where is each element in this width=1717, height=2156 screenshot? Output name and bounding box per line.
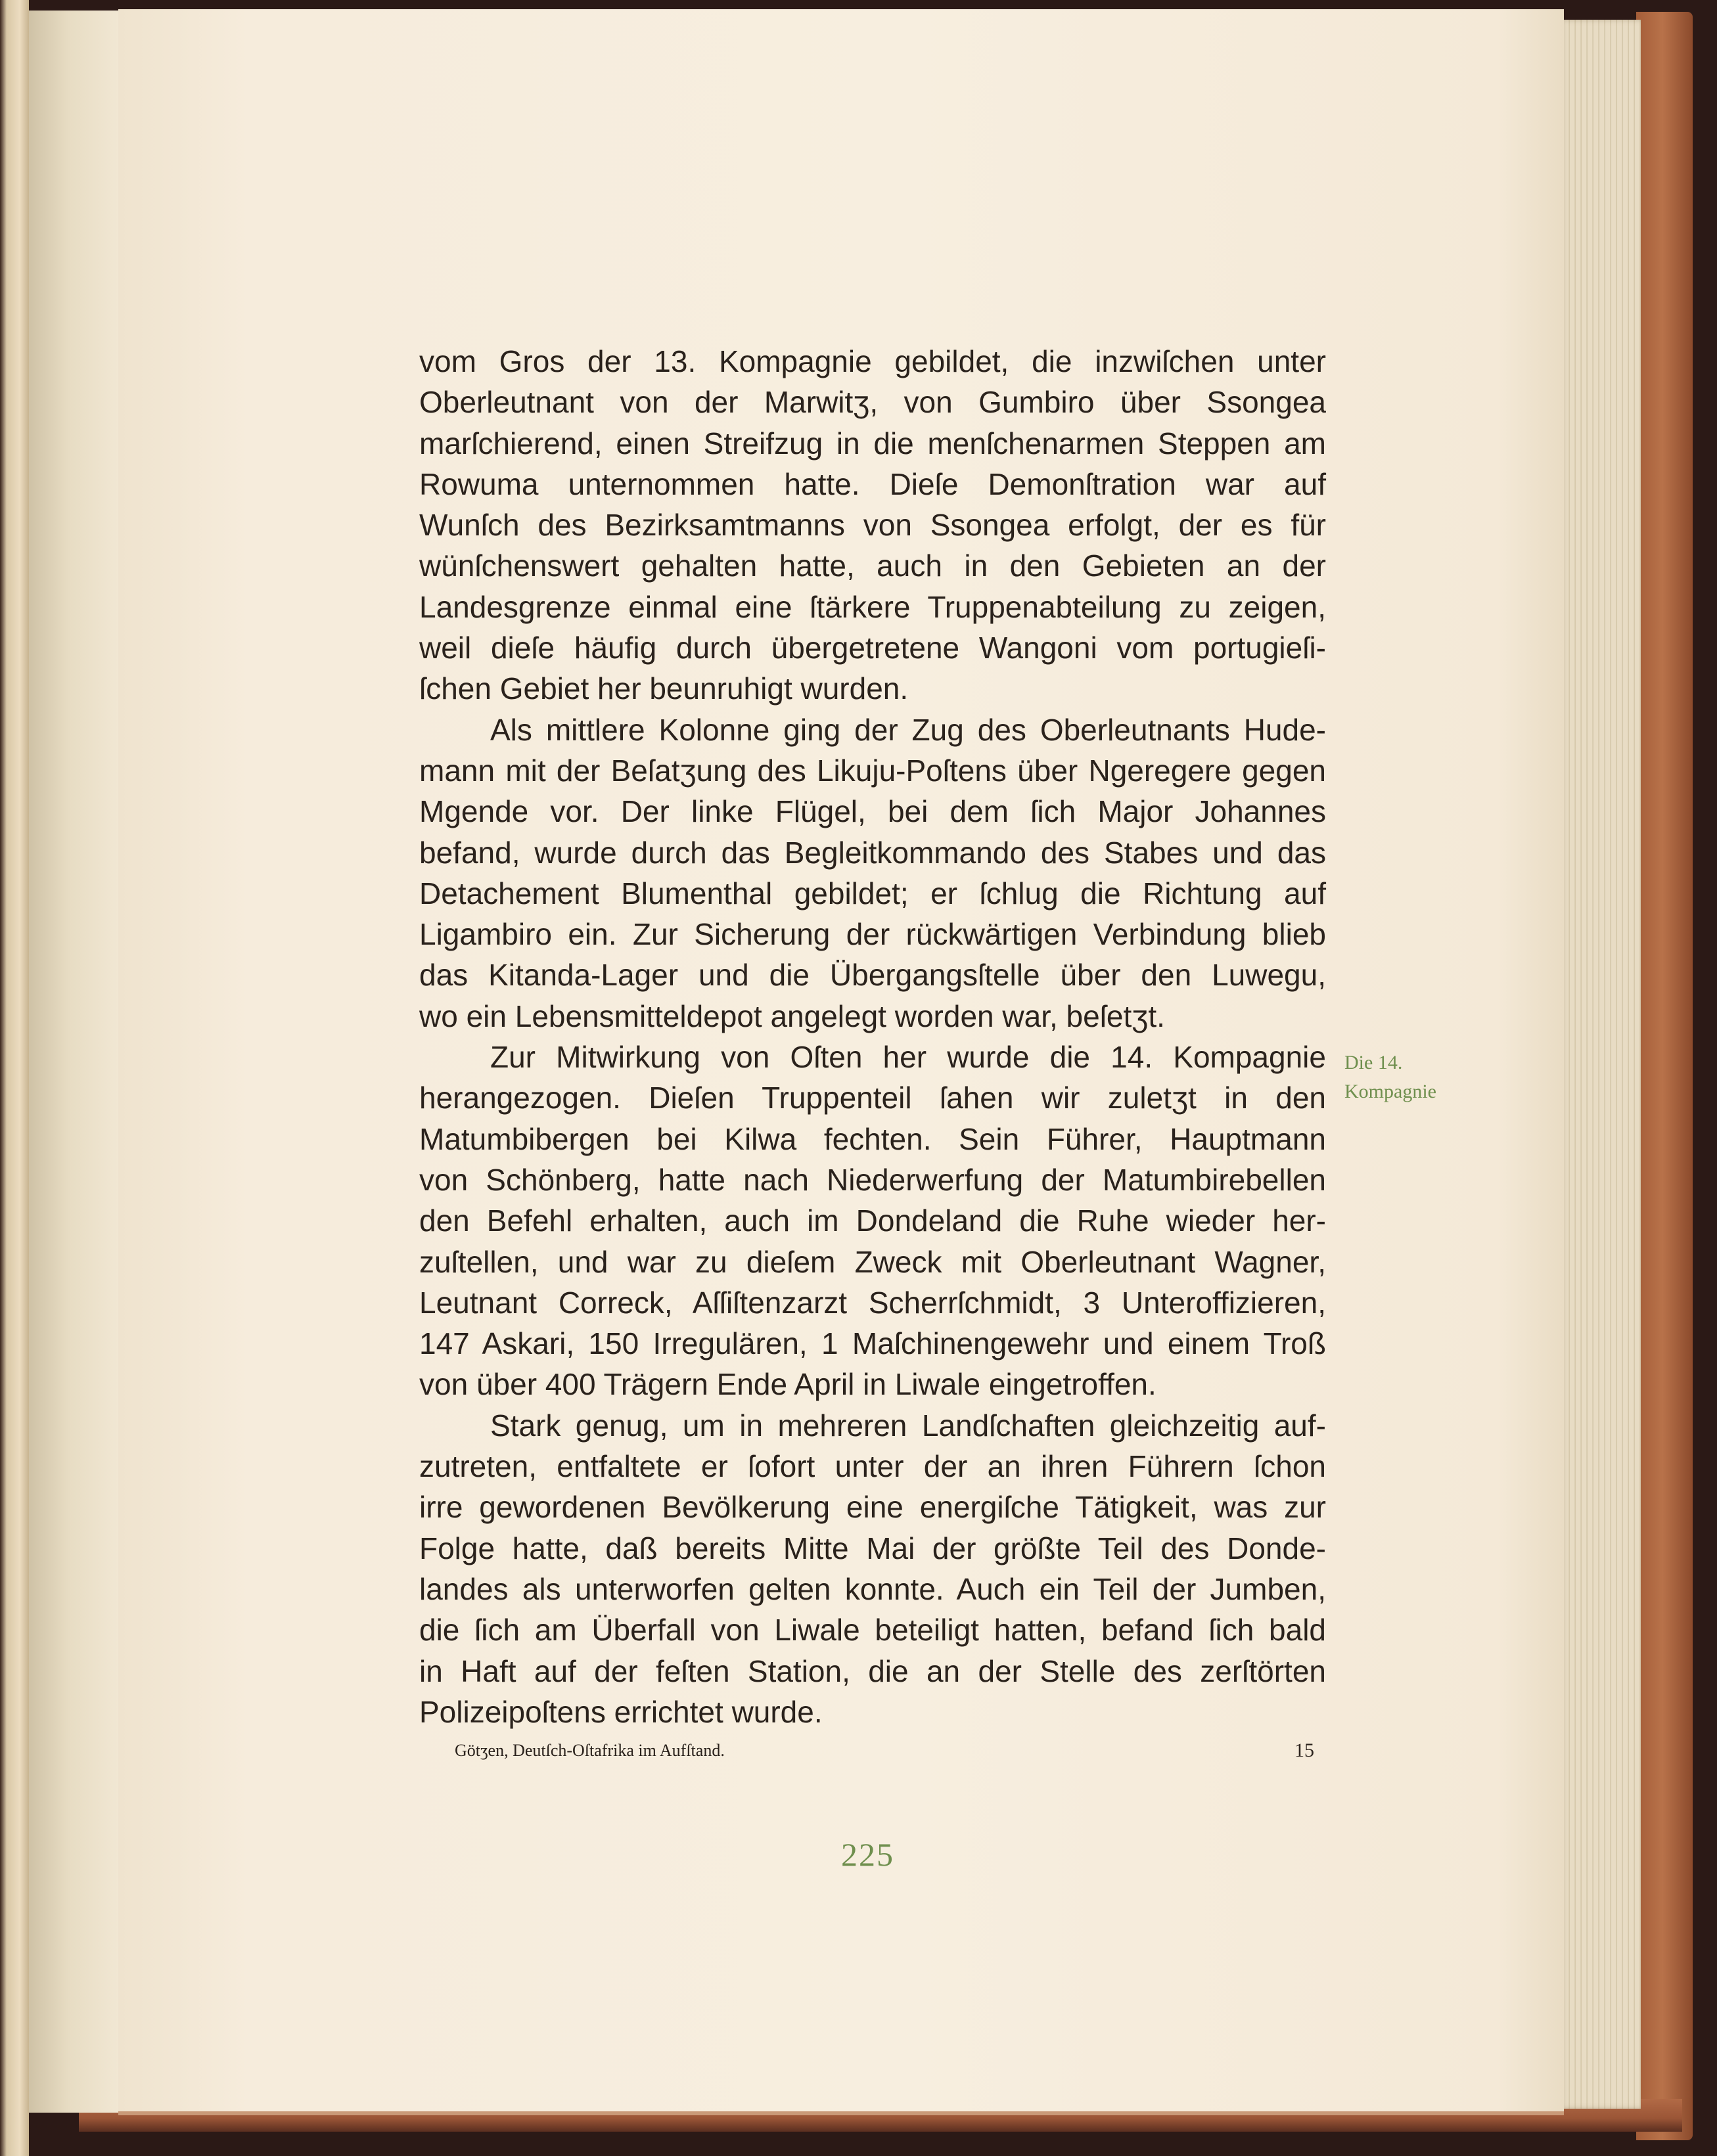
paragraph-start-line: Zur Mitwirkung von Oſten her wurde die 14. Kompagnie bbox=[490, 1040, 1326, 1075]
text-line: Folge hatte, daß bereits Mitte Mai der größte Teil des Donde- bbox=[419, 1531, 1326, 1565]
margin-note bbox=[1344, 1048, 1436, 1106]
binding-gutter bbox=[29, 11, 127, 2113]
text-line: herangezogen. Dieſen Truppenteil ſahen wir zuletʒt in den bbox=[419, 1081, 1326, 1115]
text-line: wünſchenswert gehalten hatte, auch in den Gebieten an der bbox=[419, 549, 1326, 583]
body-text bbox=[419, 341, 1326, 1732]
margin-note-line: Die 14. bbox=[1344, 1052, 1403, 1073]
footer-source-title: Götʒen, Deutſch-Oſtafrika im Aufſtand. bbox=[455, 1741, 725, 1760]
book-cover-edge bbox=[1636, 12, 1693, 2140]
text-line: Oberleutnant von der Marwitʒ, von Gumbiro über Ssongea bbox=[419, 385, 1326, 420]
text-line: Polizeipoſtens errichtet wurde. bbox=[419, 1694, 823, 1729]
text-line: zutreten, entfaltete er ſofort unter der an ihren Führern ſchon bbox=[419, 1449, 1326, 1484]
margin-note-line: Kompagnie bbox=[1344, 1081, 1436, 1102]
text-line: landes als unterworfen gelten konnte. Auch ein Teil der Jumben, bbox=[419, 1571, 1326, 1606]
text-line: Mgende vor. Der linke Flügel, bei dem ſich Major Johannes bbox=[419, 794, 1326, 829]
text-line: die ſich am Überfall von Liwale beteiligt hatten, befand ſich bald bbox=[419, 1613, 1326, 1648]
text-line: vom Gros der 13. Kompagnie gebildet, die inzwiſchen unter bbox=[419, 344, 1326, 378]
text-line: Detachement Blumenthal gebildet; er ſchlug die Richtung auf bbox=[419, 876, 1326, 910]
text-line: Landesgrenze einmal eine ſtärkere Truppenabteilung zu zeigen, bbox=[419, 589, 1326, 624]
text-line: Wunſch des Bezirksamtmanns von Ssongea erfolgt, der es für bbox=[419, 508, 1326, 543]
text-line: in Haft auf der feſten Station, die an der Stelle des zerſtörten bbox=[419, 1653, 1326, 1688]
text-line: irre gewordenen Bevölkerung eine energiſche Tätigkeit, was zur bbox=[419, 1490, 1326, 1525]
paragraph-start-line: Stark genug, um in mehreren Landſchaften gleichzeitig auf- bbox=[490, 1408, 1326, 1443]
text-line: Leutnant Correck, Aſſiſtenzarzt Scherrſchmidt, 3 Unteroffizieren, bbox=[419, 1285, 1326, 1320]
text-line: mann mit der Beſatʒung des Likuju-Poſtens über Ngeregere gegen bbox=[419, 753, 1326, 788]
book-page bbox=[118, 9, 1564, 2115]
text-line: den Befehl erhalten, auch im Dondeland die Ruhe wieder her- bbox=[419, 1203, 1326, 1238]
text-line: von Schönberg, hatte nach Niederwerfung der Matumbirebellen bbox=[419, 1162, 1326, 1197]
text-line: Matumbibergen bei Kilwa fechten. Sein Führer, Hauptmann bbox=[419, 1121, 1326, 1156]
text-line: Rowuma unternommen hatte. Dieſe Demonſtration war auf bbox=[419, 466, 1326, 501]
paragraph-start-line: Als mittlere Kolonne ging der Zug des Oberleutnants Hude- bbox=[490, 712, 1326, 747]
page-number: 225 bbox=[841, 1836, 894, 1873]
text-line: weil dieſe häufig durch übergetretene Wangoni vom portugieſi- bbox=[419, 631, 1326, 665]
text-line: ſchen Gebiet her beunruhigt wurden. bbox=[419, 671, 909, 706]
text-line: Ligambiro ein. Zur Sicherung der rückwärtigen Verbindung blieb bbox=[419, 917, 1326, 952]
signature-mark: 15 bbox=[1294, 1740, 1314, 1761]
text-line: von über 400 Trägern Ende April in Liwale eingetroffen. bbox=[419, 1367, 1156, 1402]
left-page-edge bbox=[0, 0, 29, 2156]
page-stack-edges bbox=[1559, 20, 1641, 2109]
text-line: wo ein Lebensmitteldepot angelegt worden war, beſetʒt. bbox=[419, 999, 1165, 1033]
text-line: zuſtellen, und war zu dieſem Zweck mit Oberleutnant Wagner, bbox=[419, 1244, 1326, 1279]
text-line: das Kitanda-Lager und die Übergangsſtelle über den Luwegu, bbox=[419, 958, 1326, 993]
text-line: marſchierend, einen Streifzug in die menſchenarmen Steppen am bbox=[419, 426, 1326, 460]
text-line: 147 Askari, 150 Irregulären, 1 Maſchinengewehr und einem Troß bbox=[419, 1326, 1326, 1361]
text-line: befand, wurde durch das Begleitkommando des Stabes und das bbox=[419, 835, 1326, 870]
